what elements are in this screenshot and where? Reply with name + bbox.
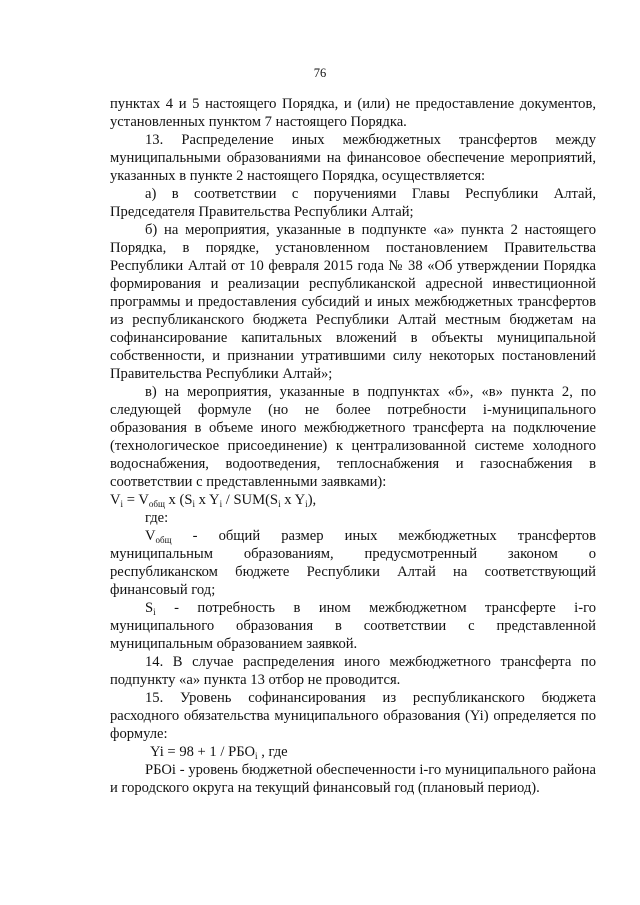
definition-vobsh: $V_{общ}$ - общий размер иных межбюджетных трансфертов муниципальным образованиям, предусмотренный законом о республиканском бюджете Республики Алтай на соответствующий финансовый год; <box>110 528 596 598</box>
document-body <box>110 95 596 797</box>
page-number: 76 <box>313 66 327 80</box>
formula-vi: $V_i = V_{общ}$ x ($S_i$ x $Y_i / SUM(S_i$ x $Y_i$), <box>110 492 317 509</box>
definition-si: $S_i$ - потребность в ином межбюджетном трансферте i-го муниципального образования в соответствии с представленной муниципальным образованием заявкой. <box>110 600 596 652</box>
definition-rboi: РБОi - уровень бюджетной обеспеченности i-го муниципального района и городского округа на текущий финансовый год (плановый период). <box>110 762 596 796</box>
paragraph-13-a: а) в соответствии с поручениями Главы Республики Алтай, Председателя Правительства Республики Алтай; <box>110 186 596 220</box>
paragraph-14: 14. В случае распределения иного межбюджетного трансферта по подпункту «а» пункта 13 отбор не проводится. <box>110 654 596 688</box>
paragraph-15: 15. Уровень софинансирования из республиканского бюджета расходного обязательства муниципального образования (Yi) определяется по формуле: <box>110 690 596 742</box>
formula-yi: $Yi = 98 + 1 / РБО_i$ , где <box>150 744 288 761</box>
paragraph-13-b: б) на мероприятия, указанные в подпункте «а» пункта 2 настоящего Порядка, в порядке, установленном постановлением Правительства Республики Алтай от 10 февраля 2015 года № 38 «Об утверждении Порядка формирования и реализации республиканской адресной инвестиционной программы и предоставления субсидий и иных межбюджетных трансфертов из республиканского бюджета Республики Алтай местным бюджетам на софинансирование капитальных вложений в объекты муниципальной собственности, и признании утратившими силу некоторых постановлений Правительства Республики Алтай»; <box>110 222 596 382</box>
paragraph-13: 13. Распределение иных межбюджетных трансфертов между муниципальными образованиями на финансовое обеспечение мероприятий, указанных в пункте 2 настоящего Порядка, осуществляется: <box>110 132 596 184</box>
paragraph-13-v: в) на мероприятия, указанные в подпунктах «б», «в» пункта 2, по следующей формуле (но не более потребности i-муниципального образования в объеме иного межбюджетного трансферта на подключение (технологическое присоединение) к централизованной системе холодного водоснабжения, водоотведения, теплоснабжения и газоснабжения в соответствии с представленными заявками): <box>110 384 596 490</box>
paragraph-continuation: пунктах 4 и 5 настоящего Порядка, и (или) не предоставление документов, установленных пунктом 7 настоящего Порядка. <box>110 96 596 130</box>
where-label: где: <box>145 510 169 526</box>
